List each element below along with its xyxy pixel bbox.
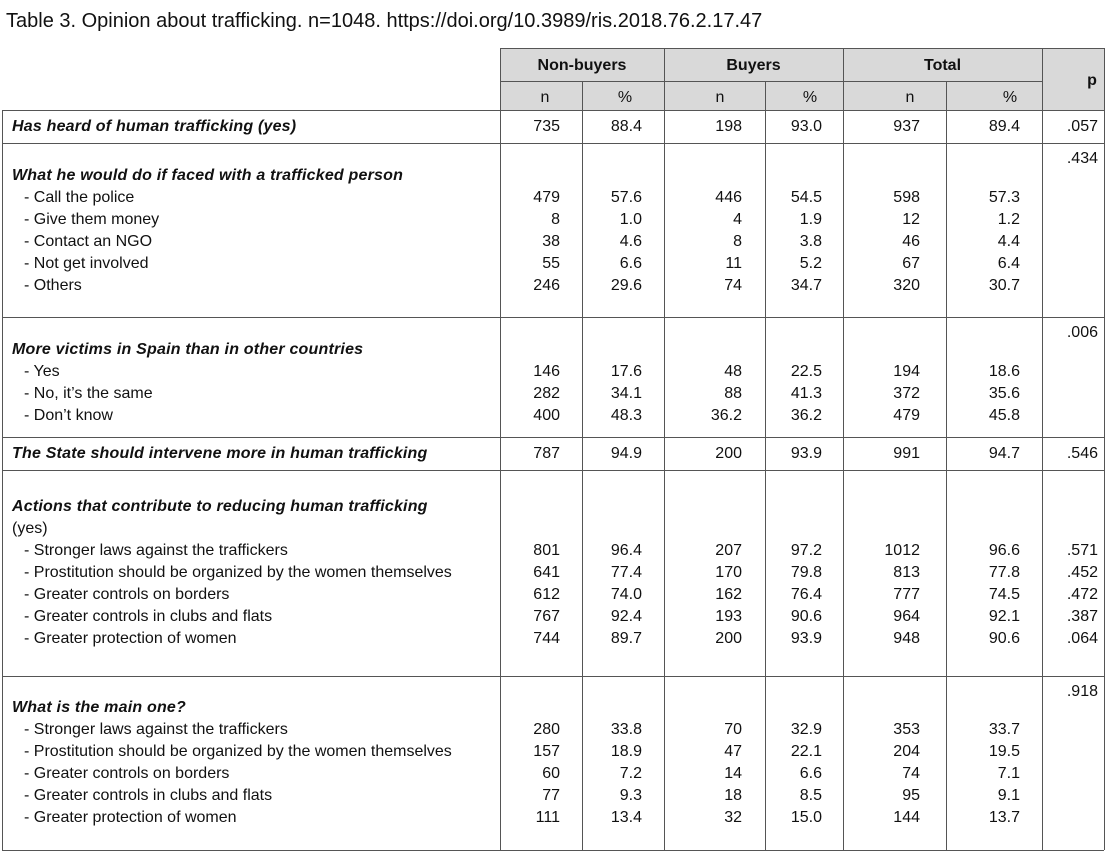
value-cell: 13.4 (610, 809, 642, 826)
value-cell: 111 (535, 809, 560, 826)
value-cell: 46 (902, 233, 920, 250)
value-cell: 22.1 (790, 743, 822, 760)
row-label: - Prostitution should be organized by the women themselves (24, 564, 452, 581)
value-cell: 372 (893, 385, 920, 402)
p-value: .918 (1066, 683, 1098, 700)
row-label: - Greater protection of women (24, 809, 237, 826)
header-pct-non-buyers: % (617, 89, 633, 106)
value-cell: 57.3 (988, 189, 1020, 206)
value-cell: 93.9 (790, 445, 822, 462)
value-cell: 74.5 (988, 586, 1020, 603)
header-n-buyers: n (715, 89, 725, 106)
value-cell: 7.2 (619, 765, 642, 782)
row-label: - Stronger laws against the traffickers (24, 542, 288, 559)
value-cell: 13.7 (988, 809, 1020, 826)
value-cell: 1.2 (997, 211, 1020, 228)
value-cell: 598 (893, 189, 920, 206)
row-label: - Greater controls in clubs and flats (24, 787, 273, 804)
header-total: Total (923, 57, 962, 74)
value-cell: 33.7 (988, 721, 1020, 738)
header-buyers: Buyers (726, 57, 781, 74)
value-cell: 29.6 (610, 277, 642, 294)
row-label: - Others (24, 277, 82, 294)
value-cell: 777 (893, 586, 920, 603)
p-value: .571 (1066, 542, 1098, 559)
row-label: - Greater protection of women (24, 630, 237, 647)
value-cell: 88.4 (610, 118, 642, 135)
value-cell: 35.6 (988, 385, 1020, 402)
value-cell: 937 (893, 118, 920, 135)
value-cell: 948 (893, 630, 920, 647)
header-n-non-buyers: n (540, 89, 550, 106)
header-non-buyers: Non-buyers (537, 57, 627, 74)
p-value: .434 (1066, 150, 1098, 167)
value-cell: 9.3 (619, 787, 642, 804)
value-cell: 6.6 (799, 765, 822, 782)
row-label: - Greater controls on borders (24, 586, 230, 603)
section-title: More victims in Spain than in other countries (12, 341, 364, 358)
value-cell: 964 (893, 608, 920, 625)
value-cell: 204 (893, 743, 920, 760)
value-cell: 89.7 (610, 630, 642, 647)
header-bottom-border (2, 110, 1104, 111)
value-cell: 19.5 (988, 743, 1020, 760)
value-cell: 93.9 (790, 630, 822, 647)
value-cell: 41.3 (790, 385, 822, 402)
value-cell: 146 (533, 363, 560, 380)
value-cell: 36.2 (790, 407, 822, 424)
value-cell: 194 (893, 363, 920, 380)
value-cell: 991 (893, 445, 920, 462)
table-caption: Table 3. Opinion about trafficking. n=1048. https://doi.org/10.3989/ris.2018.76.2.17.47 (6, 10, 763, 32)
value-cell: 77.4 (610, 564, 642, 581)
row-label: - Give them money (24, 211, 160, 228)
value-cell: 74 (902, 765, 920, 782)
header-pct-buyers: % (802, 89, 818, 106)
value-cell: 18.9 (610, 743, 642, 760)
value-cell: 193 (715, 608, 742, 625)
row-label: - Prostitution should be organized by the women themselves (24, 743, 452, 760)
row-label: - Contact an NGO (24, 233, 153, 250)
section-border (2, 143, 1104, 144)
row-label: - Stronger laws against the traffickers (24, 721, 288, 738)
section-title: What he would do if faced with a trafficked person (12, 167, 404, 184)
section-title: What is the main one? (12, 699, 186, 716)
section-border (2, 676, 1104, 677)
subcolumn-separator (946, 81, 947, 850)
value-cell: 207 (715, 542, 742, 559)
value-cell: 7.1 (997, 765, 1020, 782)
value-cell: 48.3 (610, 407, 642, 424)
value-cell: 92.1 (988, 608, 1020, 625)
p-value: .057 (1066, 118, 1098, 135)
value-cell: 5.2 (799, 255, 822, 272)
value-cell: 15.0 (790, 809, 822, 826)
value-cell: 94.9 (610, 445, 642, 462)
value-cell: 93.0 (790, 118, 822, 135)
row-label: - Not get involved (24, 255, 149, 272)
row-label: - Greater controls on borders (24, 765, 230, 782)
section-title: Has heard of human trafficking (yes) (12, 118, 297, 135)
value-cell: 90.6 (790, 608, 822, 625)
value-cell: 96.4 (610, 542, 642, 559)
value-cell: 446 (715, 189, 742, 206)
value-cell: 96.6 (988, 542, 1020, 559)
value-cell: 22.5 (790, 363, 822, 380)
value-cell: 34.7 (790, 277, 822, 294)
value-cell: 8 (733, 233, 742, 250)
value-cell: 400 (533, 407, 560, 424)
value-cell: 74.0 (610, 586, 642, 603)
value-cell: 54.5 (790, 189, 822, 206)
value-cell: 612 (533, 586, 560, 603)
header-pct-total: % (1002, 89, 1018, 106)
value-cell: 57.6 (610, 189, 642, 206)
value-cell: 4.6 (619, 233, 642, 250)
header-p: p (1087, 72, 1097, 89)
value-cell: 6.6 (619, 255, 642, 272)
value-cell: 1.9 (799, 211, 822, 228)
p-value: .546 (1066, 445, 1098, 462)
section-title: The State should intervene more in human trafficking (12, 445, 428, 462)
row-label: - Call the police (24, 189, 135, 206)
value-cell: 74 (724, 277, 742, 294)
section-border (2, 437, 1104, 438)
value-cell: 60 (542, 765, 560, 782)
section-title: Actions that contribute to reducing human trafficking (12, 498, 428, 515)
value-cell: 200 (715, 445, 742, 462)
header-n-total: n (905, 89, 915, 106)
value-cell: 77.8 (988, 564, 1020, 581)
value-cell: 32.9 (790, 721, 822, 738)
value-cell: 38 (542, 233, 560, 250)
p-value: .387 (1066, 608, 1098, 625)
value-cell: 47 (724, 743, 742, 760)
value-cell: 18.6 (988, 363, 1020, 380)
value-cell: 157 (533, 743, 560, 760)
value-cell: 282 (533, 385, 560, 402)
value-cell: 767 (533, 608, 560, 625)
section-border (2, 470, 1104, 471)
value-cell: 33.8 (610, 721, 642, 738)
value-cell: 67 (902, 255, 920, 272)
value-cell: 8 (551, 211, 560, 228)
value-cell: 144 (893, 809, 920, 826)
value-cell: 11 (725, 255, 742, 272)
value-cell: 1012 (884, 542, 920, 559)
value-cell: 88 (724, 385, 742, 402)
value-cell: 198 (715, 118, 742, 135)
value-cell: 8.5 (799, 787, 822, 804)
value-cell: 6.4 (997, 255, 1020, 272)
value-cell: 17.6 (610, 363, 642, 380)
value-cell: 479 (893, 407, 920, 424)
value-cell: 353 (893, 721, 920, 738)
row-label: - No, it’s the same (24, 385, 153, 402)
value-cell: 90.6 (988, 630, 1020, 647)
value-cell: 36.2 (710, 407, 742, 424)
column-separator (664, 48, 665, 850)
value-cell: 744 (533, 630, 560, 647)
value-cell: 4 (733, 211, 742, 228)
value-cell: 94.7 (988, 445, 1020, 462)
section-title-continued: (yes) (12, 520, 48, 537)
value-cell: 641 (533, 564, 560, 581)
value-cell: 89.4 (988, 118, 1020, 135)
value-cell: 4.4 (997, 233, 1020, 250)
p-value: .006 (1066, 324, 1098, 341)
p-value: .064 (1066, 630, 1098, 647)
value-cell: 479 (533, 189, 560, 206)
value-cell: 18 (724, 787, 742, 804)
value-cell: 34.1 (610, 385, 642, 402)
value-cell: 45.8 (988, 407, 1020, 424)
value-cell: 320 (893, 277, 920, 294)
value-cell: 95 (902, 787, 920, 804)
column-separator (843, 48, 844, 850)
value-cell: 97.2 (790, 542, 822, 559)
value-cell: 92.4 (610, 608, 642, 625)
value-cell: 55 (542, 255, 560, 272)
table-right-border (1104, 48, 1105, 850)
value-cell: 162 (715, 586, 742, 603)
value-cell: 48 (724, 363, 742, 380)
value-cell: 787 (533, 445, 560, 462)
value-cell: 200 (715, 630, 742, 647)
value-cell: 280 (533, 721, 560, 738)
value-cell: 735 (533, 118, 560, 135)
value-cell: 813 (893, 564, 920, 581)
value-cell: 170 (715, 564, 742, 581)
p-value: .472 (1066, 586, 1098, 603)
value-cell: 801 (533, 542, 560, 559)
row-label: - Greater controls in clubs and flats (24, 608, 273, 625)
header-top-border (500, 48, 1104, 49)
value-cell: 246 (533, 277, 560, 294)
value-cell: 9.1 (997, 787, 1020, 804)
row-label: - Don’t know (24, 407, 113, 424)
section-border (2, 317, 1104, 318)
value-cell: 1.0 (619, 211, 642, 228)
value-cell: 79.8 (790, 564, 822, 581)
value-cell: 32 (724, 809, 742, 826)
value-cell: 76.4 (790, 586, 822, 603)
value-cell: 3.8 (799, 233, 822, 250)
row-label: - Yes (24, 363, 60, 380)
value-cell: 12 (902, 211, 920, 228)
p-value: .452 (1066, 564, 1098, 581)
section-border (2, 850, 1104, 851)
value-cell: 70 (724, 721, 742, 738)
value-cell: 30.7 (988, 277, 1020, 294)
table-left-border (2, 110, 3, 850)
value-cell: 14 (724, 765, 742, 782)
value-cell: 77 (542, 787, 560, 804)
